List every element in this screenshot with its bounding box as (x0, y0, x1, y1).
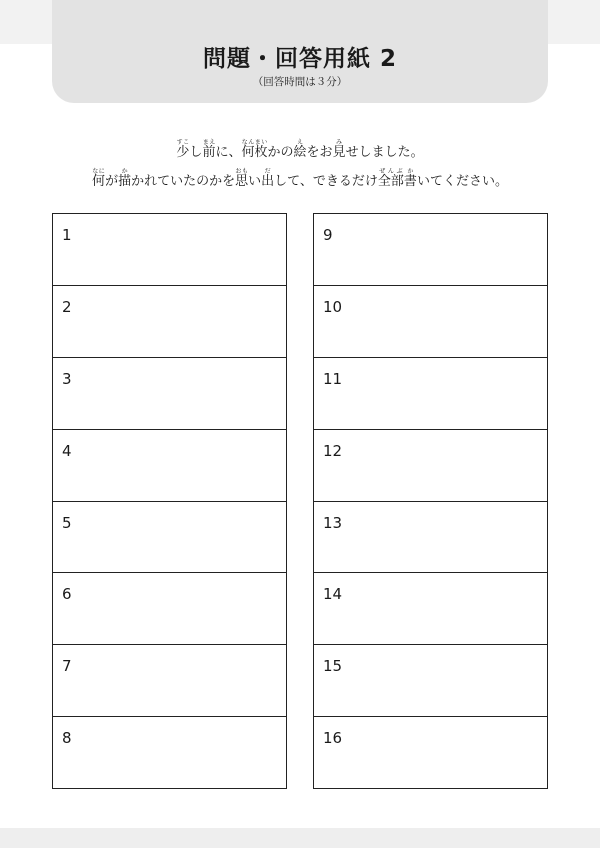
instruction-text: し (189, 145, 203, 160)
answer-number: 6 (62, 585, 72, 604)
ruby-base: 絵 (293, 145, 307, 160)
furigana: だ (261, 168, 275, 175)
answer-cell-8[interactable] (53, 716, 286, 788)
answer-number: 10 (323, 297, 343, 316)
ruby-base: 何枚 (241, 145, 268, 160)
ruby-base: 書 (403, 174, 417, 189)
furigana: まえ (202, 139, 216, 146)
answer-cell-6[interactable] (53, 572, 286, 644)
furigana: み (332, 139, 346, 146)
ruby-word (176, 139, 190, 160)
instruction-text: が (105, 174, 119, 189)
ruby-base: 思 (235, 174, 249, 189)
answer-number: 12 (323, 441, 343, 460)
answer-cell-14[interactable] (314, 572, 547, 644)
time-limit-note: （回答時間は３分） (252, 76, 348, 88)
instruction-text: に、 (215, 145, 242, 160)
answer-number: 14 (323, 585, 343, 604)
ruby-base: 描 (118, 174, 132, 189)
answer-cell-7[interactable] (53, 644, 286, 716)
answer-number: 7 (62, 657, 72, 676)
ruby-word (92, 168, 106, 189)
answer-number: 9 (323, 226, 333, 244)
furigana: ぜんぶ (377, 168, 404, 175)
instruction-text: いてください。 (416, 174, 508, 189)
ruby-word (293, 139, 307, 160)
furigana: なんまい (241, 139, 268, 146)
furigana: か (403, 168, 417, 175)
ruby-word (261, 168, 275, 189)
answer-column-left (52, 213, 287, 789)
answer-cell-12[interactable] (314, 429, 547, 501)
answer-number: 13 (323, 513, 343, 532)
furigana: か (118, 168, 132, 175)
answer-number: 15 (323, 657, 343, 676)
answer-cell-16[interactable] (314, 716, 547, 788)
answer-cell-1[interactable] (53, 214, 286, 285)
answer-number: 8 (62, 729, 72, 748)
answer-number: 16 (323, 729, 343, 748)
answer-cell-4[interactable] (53, 429, 286, 501)
page-title: 問題・回答用紙 2 (202, 46, 397, 72)
ruby-base: 出 (261, 174, 275, 189)
ruby-word (118, 168, 132, 189)
answer-cell-3[interactable] (53, 357, 286, 429)
ruby-word (235, 168, 249, 189)
answer-cell-2[interactable] (53, 285, 286, 357)
ruby-word (332, 139, 346, 160)
furigana: なに (92, 168, 106, 175)
ruby-base: 何 (92, 174, 106, 189)
answer-cell-9[interactable] (314, 214, 547, 285)
ruby-word (241, 139, 268, 160)
ruby-base: 見 (332, 145, 346, 160)
ruby-word (403, 168, 417, 189)
ruby-base: 全部 (377, 174, 404, 189)
answer-number: 4 (62, 441, 72, 460)
furigana: すこ (176, 139, 190, 146)
answer-number: 1 (62, 226, 72, 244)
instruction-text: か (267, 145, 281, 160)
ruby-base: 前 (202, 145, 216, 160)
ruby-word (377, 168, 404, 189)
answer-cell-5[interactable] (53, 501, 286, 573)
ruby-word (202, 139, 216, 160)
answer-column-right (313, 213, 548, 789)
ruby-base: 少 (176, 145, 190, 160)
answer-cell-13[interactable] (314, 501, 547, 573)
answer-cell-15[interactable] (314, 644, 547, 716)
answer-number: 11 (323, 369, 343, 388)
instruction-text: せしました。 (345, 145, 424, 160)
answer-number: 2 (62, 297, 72, 316)
answer-cell-11[interactable] (314, 357, 547, 429)
instruction-text: をお (306, 145, 333, 160)
furigana: え (293, 139, 307, 146)
instruction-text: かれていたのかを (131, 174, 236, 189)
instruction-line-1 (0, 139, 600, 160)
instruction-line-2 (0, 168, 600, 189)
instruction-text: して、できるだけ (274, 174, 378, 189)
bottom-background-strip (0, 828, 600, 848)
furigana: おも (235, 168, 249, 175)
answer-number: 3 (62, 369, 72, 388)
instruction-text: い (248, 174, 262, 189)
answer-number: 5 (62, 513, 72, 532)
answer-cell-10[interactable] (314, 285, 547, 357)
instruction-text: の (280, 145, 294, 160)
